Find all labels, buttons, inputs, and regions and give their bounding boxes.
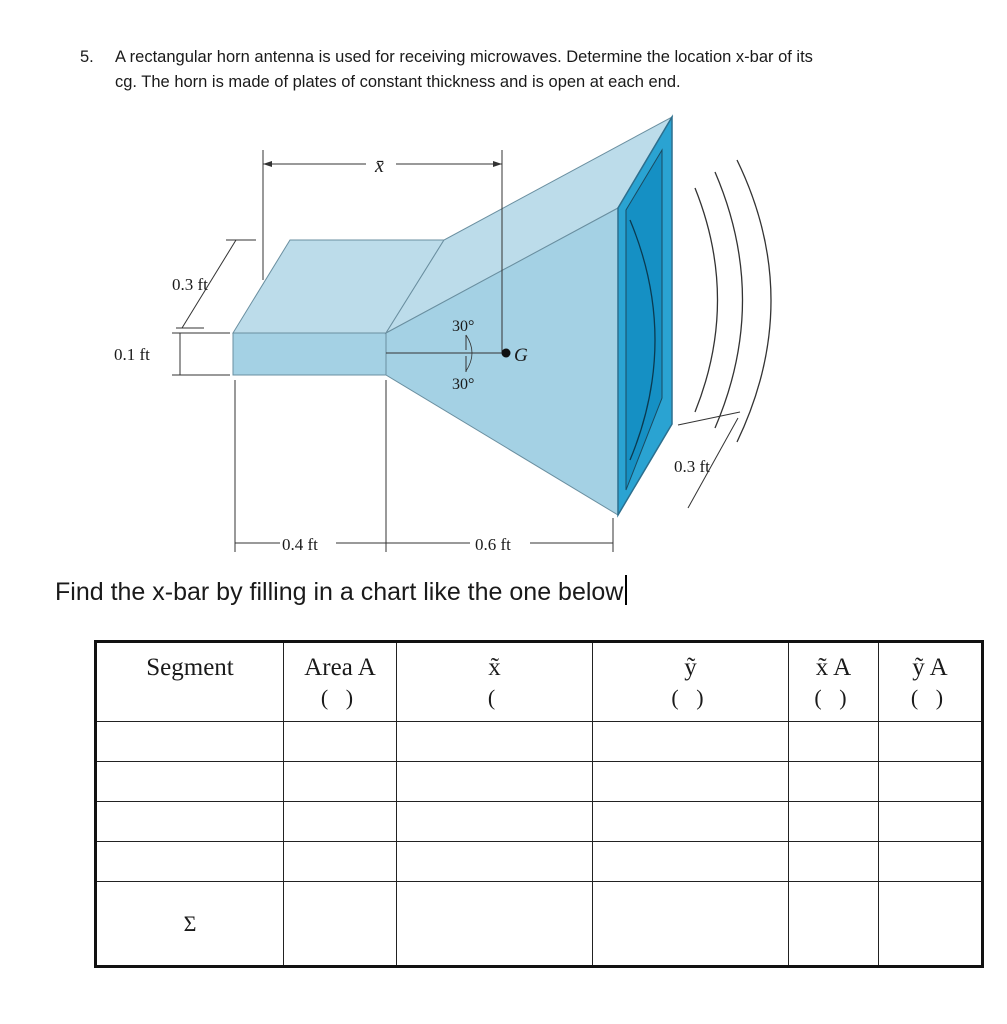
chart-header-row [96,642,983,722]
horn-antenna-drawing [0,110,1007,570]
problem-text-line-2: cg. The horn is made of plates of constant thickness and is open at each end. [115,73,681,91]
col-x-tilde: x̃ ( [397,642,593,722]
col-y-tilde: ỹ ( ) [593,642,789,722]
col-segment: Segment [96,642,284,722]
table-row [96,842,983,882]
xbar-arrow-right [493,161,502,167]
horn-antenna-figure [0,110,1007,570]
wave-arc-1 [695,188,718,412]
col-x-tilde-a: x̃ A ( ) [789,642,879,722]
waveguide-front-face [233,333,386,375]
problem-text-line-1: A rectangular horn antenna is used for receiving microwaves. Determine the location x-bar of its [115,48,813,66]
dim-01-label: 0.1 ft [114,345,150,364]
sum-symbol: Σ [96,882,284,967]
instruction-text [55,574,627,610]
g-point [502,349,511,358]
xbar-label: x̄ [375,155,384,177]
angle-top-label: 30° [452,318,475,335]
problem-statement [80,45,980,95]
problem-number: 5. [80,48,94,66]
table-row [96,802,983,842]
table-row [96,762,983,802]
dim-06-label: 0.6 ft [475,535,511,554]
g-label: G [514,345,528,366]
dim-04-label: 0.4 ft [282,535,318,554]
table-row [96,722,983,762]
sum-row [96,882,983,967]
dim-03-left-label: 0.3 ft [172,275,208,294]
col-area: Area A ( ) [284,642,397,722]
xbar-arrow-left [263,161,272,167]
wave-arc-2 [715,172,743,428]
dim-03-right-ext [678,412,740,425]
text-cursor [625,575,627,605]
col-y-tilde-a: ỹ A ( ) [879,642,983,722]
angle-bottom-label: 30° [452,376,475,393]
dim-03-right-label: 0.3 ft [674,457,710,476]
centroid-chart [94,640,984,968]
instruction-label: Find the x-bar by filling in a chart like the one below [55,578,624,606]
